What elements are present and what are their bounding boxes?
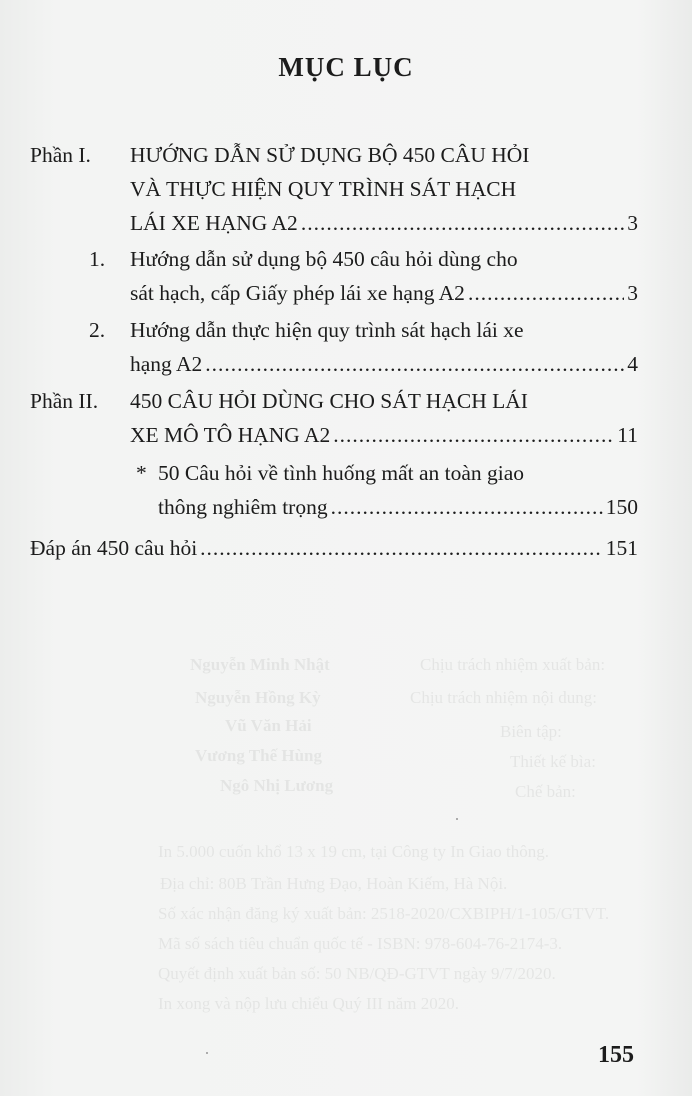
bleed-through-text: Biên tập: <box>500 722 562 741</box>
toc-entry-title-line: 50 Câu hỏi về tình huống mất an toàn giao <box>158 461 525 485</box>
toc-page-number: 150 <box>605 495 638 519</box>
toc-entry-part-2[interactable] <box>0 384 692 452</box>
bleed-through-text: Nguyễn Hồng Kỳ <box>195 688 321 707</box>
toc-page-number: 3 <box>627 281 638 305</box>
toc-entry-label: 2. <box>89 318 106 342</box>
bleed-through-text: Ngô Nhị Lương <box>220 776 334 795</box>
toc-entry-section-2[interactable] <box>0 313 692 381</box>
toc-entry-section-1[interactable] <box>0 242 692 310</box>
bleed-through-text: Số xác nhận đăng ký xuất bản: 2518-2020/CXBIPH/1-105/GTVT. <box>158 904 610 923</box>
bleed-through-text: Nguyễn Minh Nhật <box>190 655 330 674</box>
dot-leader <box>333 418 614 452</box>
bleed-through-text: Chịu trách nhiệm nội dung: <box>410 688 597 707</box>
toc-entry-title-line: 450 CÂU HỎI DÙNG CHO SÁT HẠCH LÁI <box>130 389 528 413</box>
toc-page-number: 151 <box>605 536 638 560</box>
toc-entry-title-line: VÀ THỰC HIỆN QUY TRÌNH SÁT HẠCH <box>130 177 517 201</box>
bleed-through-text: Thiết kế bìa: <box>510 752 596 771</box>
bleed-through-text: In 5.000 cuốn khổ 13 x 19 cm, tại Công ty In Giao thông. <box>158 842 549 861</box>
toc-entry-title-line: Hướng dẫn sử dụng bộ 450 câu hỏi dùng cho <box>130 247 518 271</box>
page-number: 155 <box>598 1042 634 1068</box>
toc-page-number: 11 <box>617 423 638 447</box>
toc-entry-part-1[interactable] <box>0 138 692 240</box>
toc-entry-subsection[interactable] <box>0 456 692 524</box>
dot-leader <box>200 531 603 565</box>
toc-entry-answers[interactable] <box>0 531 692 565</box>
print-speck <box>456 818 458 820</box>
toc-page-number: 4 <box>627 352 638 376</box>
toc-entry-title-line: Hướng dẫn thực hiện quy trình sát hạch lái xe <box>130 318 524 342</box>
toc-entry-title-line: LÁI XE HẠNG A2 <box>130 211 298 235</box>
toc-page-number: 3 <box>627 211 638 235</box>
bleed-through-text: Mã số sách tiêu chuẩn quốc tế - ISBN: 978-604-76-2174-3. <box>158 934 563 953</box>
bleed-through-text: In xong và nộp lưu chiểu Quý III năm 2020. <box>158 994 459 1013</box>
bleed-through-text: Vũ Văn Hải <box>225 716 312 735</box>
dot-leader <box>468 276 624 310</box>
toc-entry-title-line: sát hạch, cấp Giấy phép lái xe hạng A2 <box>130 281 465 305</box>
dot-leader <box>205 347 624 381</box>
dot-leader <box>301 206 624 240</box>
bleed-through-text: Chịu trách nhiệm xuất bản: <box>420 655 606 674</box>
bleed-through-text: Quyết định xuất bản số: 50 NB/QĐ-GTVT ngày 9/7/2020. <box>158 964 556 983</box>
toc-entry-title-line: XE MÔ TÔ HẠNG A2 <box>130 423 331 447</box>
toc-entry-label: Phần I. <box>30 143 91 167</box>
bleed-through-text: Vương Thế Hùng <box>195 746 323 765</box>
toc-entry-label: Phần II. <box>30 389 99 413</box>
toc-entry-label: 1. <box>89 247 106 271</box>
bleed-through-text: Chế bản: <box>515 782 576 801</box>
toc-entry-title-line: hạng A2 <box>130 352 203 376</box>
bleed-through-text: Địa chỉ: 80B Trần Hưng Đạo, Hoàn Kiếm, Hà Nội. <box>160 874 508 893</box>
print-speck <box>206 1052 208 1054</box>
page-title: MỤC LỤC <box>278 52 414 82</box>
toc-entry-title-line: Đáp án 450 câu hỏi <box>30 536 198 560</box>
toc-entry-title-line: HƯỚNG DẪN SỬ DỤNG BỘ 450 CÂU HỎI <box>130 143 530 167</box>
toc-entry-bullet: * <box>136 461 147 485</box>
dot-leader <box>331 490 603 524</box>
toc-entry-title-line: thông nghiêm trọng <box>158 495 328 519</box>
